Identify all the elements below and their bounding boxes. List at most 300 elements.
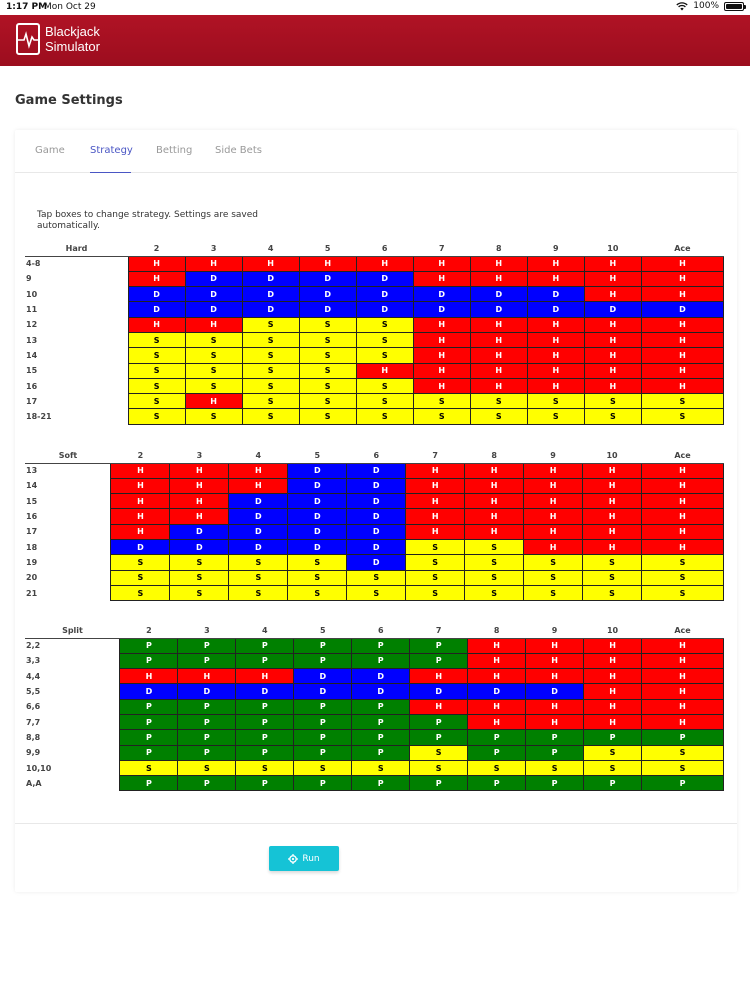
strategy-cell[interactable]: H — [413, 363, 470, 378]
strategy-cell[interactable]: S — [641, 394, 723, 409]
strategy-cell[interactable]: D — [356, 302, 413, 317]
strategy-cell[interactable]: D — [170, 524, 229, 539]
strategy-cell[interactable]: P — [526, 776, 584, 791]
strategy-cell[interactable]: P — [294, 653, 352, 668]
strategy-cell[interactable]: H — [526, 699, 584, 714]
strategy-cell[interactable]: H — [111, 509, 170, 524]
strategy-cell[interactable]: H — [468, 638, 526, 653]
strategy-cell[interactable]: S — [356, 409, 413, 424]
strategy-cell[interactable]: H — [583, 524, 642, 539]
strategy-cell[interactable]: H — [406, 509, 465, 524]
strategy-cell[interactable]: H — [527, 348, 584, 363]
strategy-cell[interactable]: P — [178, 776, 236, 791]
strategy-cell[interactable]: H — [524, 539, 583, 554]
strategy-cell[interactable]: P — [352, 745, 410, 760]
strategy-cell[interactable]: D — [185, 271, 242, 286]
strategy-cell[interactable]: D — [288, 539, 347, 554]
strategy-cell[interactable]: H — [584, 271, 641, 286]
strategy-cell[interactable]: P — [468, 776, 526, 791]
strategy-cell[interactable]: H — [470, 363, 527, 378]
strategy-cell[interactable]: S — [299, 394, 356, 409]
strategy-cell[interactable]: P — [584, 730, 642, 745]
strategy-cell[interactable]: H — [641, 256, 723, 271]
strategy-cell[interactable]: S — [185, 332, 242, 347]
strategy-cell[interactable]: P — [352, 699, 410, 714]
strategy-cell[interactable]: P — [178, 699, 236, 714]
strategy-cell[interactable]: H — [470, 378, 527, 393]
strategy-cell[interactable]: S — [185, 363, 242, 378]
strategy-cell[interactable]: H — [170, 463, 229, 478]
strategy-cell[interactable]: D — [178, 684, 236, 699]
strategy-cell[interactable]: D — [288, 494, 347, 509]
strategy-cell[interactable]: D — [288, 509, 347, 524]
strategy-cell[interactable]: P — [236, 638, 294, 653]
strategy-cell[interactable]: D — [294, 684, 352, 699]
strategy-cell[interactable]: S — [465, 539, 524, 554]
strategy-cell[interactable]: H — [642, 669, 724, 684]
strategy-cell[interactable]: H — [583, 509, 642, 524]
strategy-cell[interactable]: D — [641, 302, 723, 317]
strategy-cell[interactable]: H — [527, 256, 584, 271]
strategy-cell[interactable]: H — [406, 494, 465, 509]
strategy-cell[interactable]: S — [642, 745, 724, 760]
strategy-cell[interactable]: H — [413, 332, 470, 347]
strategy-cell[interactable]: H — [642, 638, 724, 653]
strategy-cell[interactable]: D — [299, 302, 356, 317]
strategy-cell[interactable]: H — [642, 494, 724, 509]
strategy-cell[interactable]: D — [352, 669, 410, 684]
strategy-cell[interactable]: D — [185, 302, 242, 317]
strategy-cell[interactable]: D — [128, 287, 185, 302]
strategy-cell[interactable]: D — [347, 463, 406, 478]
strategy-cell[interactable]: P — [526, 730, 584, 745]
strategy-cell[interactable]: S — [583, 585, 642, 600]
strategy-cell[interactable]: S — [413, 394, 470, 409]
strategy-cell[interactable]: P — [236, 730, 294, 745]
strategy-cell[interactable]: S — [299, 378, 356, 393]
strategy-cell[interactable]: H — [584, 684, 642, 699]
strategy-cell[interactable]: P — [352, 638, 410, 653]
strategy-cell[interactable]: H — [170, 509, 229, 524]
strategy-cell[interactable]: S — [170, 570, 229, 585]
strategy-cell[interactable]: D — [288, 463, 347, 478]
strategy-cell[interactable]: H — [584, 332, 641, 347]
strategy-cell[interactable]: H — [642, 524, 724, 539]
strategy-cell[interactable]: H — [406, 524, 465, 539]
strategy-cell[interactable]: H — [468, 699, 526, 714]
strategy-cell[interactable]: S — [468, 760, 526, 775]
strategy-cell[interactable]: S — [465, 585, 524, 600]
strategy-cell[interactable]: H — [413, 378, 470, 393]
strategy-cell[interactable]: H — [470, 332, 527, 347]
strategy-cell[interactable]: S — [120, 760, 178, 775]
strategy-cell[interactable]: S — [347, 585, 406, 600]
strategy-cell[interactable]: D — [242, 271, 299, 286]
strategy-cell[interactable]: D — [294, 669, 352, 684]
run-button[interactable] — [269, 846, 339, 871]
strategy-cell[interactable]: P — [642, 730, 724, 745]
strategy-cell[interactable]: H — [642, 509, 724, 524]
strategy-cell[interactable]: H — [527, 363, 584, 378]
strategy-cell[interactable]: P — [410, 730, 468, 745]
strategy-cell[interactable]: H — [111, 524, 170, 539]
strategy-cell[interactable]: S — [524, 570, 583, 585]
strategy-cell[interactable]: D — [170, 539, 229, 554]
strategy-cell[interactable]: D — [526, 684, 584, 699]
strategy-cell[interactable]: H — [642, 714, 724, 729]
strategy-cell[interactable]: H — [642, 699, 724, 714]
strategy-cell[interactable]: S — [299, 409, 356, 424]
strategy-cell[interactable]: D — [299, 271, 356, 286]
strategy-cell[interactable]: S — [470, 394, 527, 409]
strategy-cell[interactable]: P — [178, 714, 236, 729]
strategy-cell[interactable]: H — [356, 363, 413, 378]
strategy-cell[interactable]: H — [583, 478, 642, 493]
tab-betting[interactable]: Betting — [156, 145, 193, 156]
strategy-cell[interactable]: S — [642, 570, 724, 585]
strategy-cell[interactable]: P — [120, 653, 178, 668]
strategy-cell[interactable]: S — [229, 585, 288, 600]
strategy-cell[interactable]: H — [526, 638, 584, 653]
strategy-cell[interactable]: P — [410, 776, 468, 791]
strategy-cell[interactable]: S — [465, 570, 524, 585]
strategy-cell[interactable]: H — [470, 271, 527, 286]
strategy-cell[interactable]: D — [288, 524, 347, 539]
strategy-cell[interactable]: S — [242, 409, 299, 424]
strategy-cell[interactable]: H — [641, 378, 723, 393]
strategy-cell[interactable]: H — [410, 699, 468, 714]
strategy-cell[interactable]: D — [347, 539, 406, 554]
strategy-cell[interactable]: D — [413, 287, 470, 302]
strategy-cell[interactable]: D — [347, 524, 406, 539]
strategy-cell[interactable]: H — [185, 394, 242, 409]
strategy-cell[interactable]: S — [185, 378, 242, 393]
strategy-cell[interactable]: D — [299, 287, 356, 302]
strategy-cell[interactable]: P — [352, 714, 410, 729]
strategy-cell[interactable]: H — [583, 463, 642, 478]
strategy-cell[interactable]: P — [236, 699, 294, 714]
strategy-cell[interactable]: D — [242, 302, 299, 317]
strategy-cell[interactable]: S — [406, 555, 465, 570]
strategy-cell[interactable]: S — [356, 317, 413, 332]
strategy-cell[interactable]: D — [413, 302, 470, 317]
strategy-cell[interactable]: D — [527, 287, 584, 302]
strategy-cell[interactable]: H — [229, 478, 288, 493]
app-logo[interactable] — [16, 23, 100, 55]
strategy-cell[interactable]: S — [413, 409, 470, 424]
strategy-cell[interactable]: D — [120, 684, 178, 699]
strategy-cell[interactable]: H — [468, 653, 526, 668]
strategy-cell[interactable]: S — [410, 760, 468, 775]
strategy-cell[interactable]: H — [470, 256, 527, 271]
strategy-cell[interactable]: H — [356, 256, 413, 271]
strategy-cell[interactable]: S — [406, 585, 465, 600]
strategy-cell[interactable]: S — [170, 555, 229, 570]
strategy-cell[interactable]: H — [406, 463, 465, 478]
strategy-cell[interactable]: S — [356, 394, 413, 409]
strategy-cell[interactable]: S — [299, 317, 356, 332]
strategy-cell[interactable]: D — [470, 287, 527, 302]
strategy-cell[interactable]: P — [294, 638, 352, 653]
strategy-cell[interactable]: H — [642, 539, 724, 554]
strategy-cell[interactable]: H — [642, 653, 724, 668]
strategy-cell[interactable]: S — [242, 348, 299, 363]
strategy-cell[interactable]: H — [524, 494, 583, 509]
strategy-cell[interactable]: H — [111, 494, 170, 509]
strategy-cell[interactable]: H — [641, 287, 723, 302]
strategy-cell[interactable]: P — [294, 776, 352, 791]
strategy-cell[interactable]: H — [584, 256, 641, 271]
strategy-cell[interactable]: D — [128, 302, 185, 317]
strategy-cell[interactable]: S — [410, 745, 468, 760]
strategy-cell[interactable]: H — [299, 256, 356, 271]
strategy-cell[interactable]: H — [465, 494, 524, 509]
strategy-cell[interactable]: H — [111, 478, 170, 493]
strategy-cell[interactable]: H — [584, 317, 641, 332]
strategy-cell[interactable]: H — [413, 317, 470, 332]
strategy-cell[interactable]: S — [242, 378, 299, 393]
strategy-cell[interactable]: S — [642, 760, 724, 775]
strategy-cell[interactable]: P — [178, 638, 236, 653]
strategy-cell[interactable]: S — [470, 409, 527, 424]
strategy-cell[interactable]: S — [356, 378, 413, 393]
strategy-cell[interactable]: D — [356, 271, 413, 286]
strategy-cell[interactable]: S — [406, 570, 465, 585]
strategy-cell[interactable]: P — [410, 714, 468, 729]
strategy-cell[interactable]: S — [236, 760, 294, 775]
strategy-cell[interactable]: P — [178, 745, 236, 760]
strategy-cell[interactable]: D — [347, 478, 406, 493]
strategy-cell[interactable]: P — [294, 699, 352, 714]
strategy-cell[interactable]: S — [128, 394, 185, 409]
strategy-cell[interactable]: P — [294, 714, 352, 729]
strategy-cell[interactable]: D — [236, 684, 294, 699]
strategy-cell[interactable]: H — [641, 363, 723, 378]
strategy-cell[interactable]: D — [468, 684, 526, 699]
strategy-cell[interactable]: H — [465, 478, 524, 493]
strategy-cell[interactable]: S — [288, 570, 347, 585]
strategy-cell[interactable]: H — [170, 494, 229, 509]
strategy-cell[interactable]: S — [299, 332, 356, 347]
strategy-cell[interactable]: S — [111, 585, 170, 600]
strategy-cell[interactable]: P — [236, 776, 294, 791]
tab-game[interactable]: Game — [35, 145, 65, 156]
strategy-cell[interactable]: P — [120, 745, 178, 760]
strategy-cell[interactable]: H — [524, 478, 583, 493]
strategy-cell[interactable]: S — [356, 332, 413, 347]
strategy-cell[interactable]: S — [524, 555, 583, 570]
strategy-cell[interactable]: P — [120, 638, 178, 653]
strategy-cell[interactable]: S — [465, 555, 524, 570]
strategy-cell[interactable]: D — [410, 684, 468, 699]
strategy-cell[interactable]: D — [347, 555, 406, 570]
strategy-cell[interactable]: H — [584, 669, 642, 684]
strategy-cell[interactable]: D — [242, 287, 299, 302]
strategy-cell[interactable]: S — [178, 760, 236, 775]
tab-side-bets[interactable]: Side Bets — [215, 145, 262, 156]
strategy-cell[interactable]: D — [229, 539, 288, 554]
strategy-cell[interactable]: D — [470, 302, 527, 317]
strategy-cell[interactable]: H — [524, 524, 583, 539]
strategy-cell[interactable]: S — [584, 760, 642, 775]
strategy-cell[interactable]: S — [526, 760, 584, 775]
strategy-cell[interactable]: D — [229, 524, 288, 539]
strategy-cell[interactable]: S — [356, 348, 413, 363]
strategy-cell[interactable]: H — [413, 271, 470, 286]
strategy-cell[interactable]: H — [584, 348, 641, 363]
strategy-cell[interactable]: S — [406, 539, 465, 554]
strategy-cell[interactable]: P — [410, 638, 468, 653]
strategy-cell[interactable]: S — [128, 363, 185, 378]
strategy-cell[interactable]: H — [527, 378, 584, 393]
strategy-cell[interactable]: H — [185, 256, 242, 271]
strategy-cell[interactable]: S — [288, 585, 347, 600]
strategy-cell[interactable]: D — [584, 302, 641, 317]
strategy-cell[interactable]: D — [229, 494, 288, 509]
strategy-cell[interactable]: H — [470, 317, 527, 332]
strategy-cell[interactable]: H — [465, 524, 524, 539]
strategy-cell[interactable]: S — [242, 317, 299, 332]
strategy-cell[interactable]: S — [111, 570, 170, 585]
strategy-cell[interactable]: S — [128, 378, 185, 393]
strategy-cell[interactable]: S — [128, 332, 185, 347]
strategy-cell[interactable]: S — [584, 409, 641, 424]
strategy-cell[interactable]: H — [527, 271, 584, 286]
strategy-cell[interactable]: D — [527, 302, 584, 317]
strategy-cell[interactable]: P — [236, 714, 294, 729]
strategy-cell[interactable]: S — [185, 409, 242, 424]
strategy-cell[interactable]: P — [642, 776, 724, 791]
strategy-cell[interactable]: S — [347, 570, 406, 585]
strategy-cell[interactable]: H — [584, 699, 642, 714]
strategy-cell[interactable]: H — [641, 317, 723, 332]
strategy-cell[interactable]: H — [468, 714, 526, 729]
strategy-cell[interactable]: H — [641, 348, 723, 363]
strategy-cell[interactable]: P — [352, 653, 410, 668]
strategy-cell[interactable]: D — [347, 494, 406, 509]
strategy-cell[interactable]: P — [120, 776, 178, 791]
strategy-cell[interactable]: S — [229, 570, 288, 585]
strategy-cell[interactable]: H — [642, 463, 724, 478]
strategy-cell[interactable]: H — [120, 669, 178, 684]
strategy-cell[interactable]: P — [294, 730, 352, 745]
strategy-cell[interactable]: D — [352, 684, 410, 699]
strategy-cell[interactable]: S — [294, 760, 352, 775]
strategy-cell[interactable]: S — [642, 555, 724, 570]
strategy-cell[interactable]: P — [410, 653, 468, 668]
strategy-cell[interactable]: H — [128, 317, 185, 332]
strategy-cell[interactable]: S — [242, 363, 299, 378]
strategy-cell[interactable]: P — [120, 730, 178, 745]
strategy-cell[interactable]: H — [470, 348, 527, 363]
strategy-cell[interactable]: H — [465, 509, 524, 524]
strategy-cell[interactable]: S — [128, 348, 185, 363]
strategy-cell[interactable]: P — [120, 714, 178, 729]
strategy-cell[interactable]: S — [642, 585, 724, 600]
strategy-cell[interactable]: H — [583, 494, 642, 509]
strategy-cell[interactable]: H — [413, 256, 470, 271]
strategy-cell[interactable]: S — [111, 555, 170, 570]
strategy-cell[interactable]: H — [526, 669, 584, 684]
strategy-cell[interactable]: H — [229, 463, 288, 478]
strategy-cell[interactable]: P — [178, 653, 236, 668]
strategy-cell[interactable]: S — [128, 409, 185, 424]
strategy-cell[interactable]: P — [468, 730, 526, 745]
strategy-cell[interactable]: S — [583, 555, 642, 570]
strategy-cell[interactable]: H — [410, 669, 468, 684]
strategy-cell[interactable]: P — [584, 776, 642, 791]
strategy-cell[interactable]: P — [294, 745, 352, 760]
strategy-cell[interactable]: H — [584, 287, 641, 302]
strategy-cell[interactable]: H — [406, 478, 465, 493]
strategy-cell[interactable]: S — [229, 555, 288, 570]
strategy-cell[interactable]: H — [526, 714, 584, 729]
strategy-cell[interactable]: S — [583, 570, 642, 585]
strategy-cell[interactable]: D — [111, 539, 170, 554]
strategy-cell[interactable]: H — [178, 669, 236, 684]
strategy-cell[interactable]: D — [356, 287, 413, 302]
strategy-cell[interactable]: S — [584, 745, 642, 760]
strategy-cell[interactable]: D — [185, 287, 242, 302]
strategy-cell[interactable]: S — [185, 348, 242, 363]
strategy-cell[interactable]: H — [236, 669, 294, 684]
strategy-cell[interactable]: S — [288, 555, 347, 570]
strategy-cell[interactable]: S — [299, 348, 356, 363]
strategy-cell[interactable]: P — [178, 730, 236, 745]
strategy-cell[interactable]: D — [347, 509, 406, 524]
strategy-cell[interactable]: S — [352, 760, 410, 775]
strategy-cell[interactable]: P — [120, 699, 178, 714]
strategy-cell[interactable]: H — [242, 256, 299, 271]
strategy-cell[interactable]: H — [583, 539, 642, 554]
strategy-cell[interactable]: S — [242, 394, 299, 409]
strategy-cell[interactable]: H — [526, 653, 584, 668]
strategy-cell[interactable]: H — [468, 669, 526, 684]
strategy-cell[interactable]: P — [236, 745, 294, 760]
strategy-cell[interactable]: P — [352, 776, 410, 791]
strategy-cell[interactable]: H — [584, 653, 642, 668]
strategy-cell[interactable]: H — [642, 478, 724, 493]
strategy-cell[interactable]: H — [584, 714, 642, 729]
strategy-cell[interactable]: H — [128, 256, 185, 271]
strategy-cell[interactable]: H — [465, 463, 524, 478]
strategy-cell[interactable]: S — [299, 363, 356, 378]
strategy-cell[interactable]: S — [524, 585, 583, 600]
strategy-cell[interactable]: P — [468, 745, 526, 760]
strategy-cell[interactable]: S — [527, 409, 584, 424]
strategy-cell[interactable]: H — [527, 332, 584, 347]
strategy-cell[interactable]: H — [527, 317, 584, 332]
tab-strategy[interactable]: Strategy — [90, 145, 133, 156]
strategy-cell[interactable]: S — [242, 332, 299, 347]
strategy-cell[interactable]: H — [111, 463, 170, 478]
strategy-cell[interactable]: H — [641, 271, 723, 286]
strategy-cell[interactable]: H — [524, 509, 583, 524]
strategy-cell[interactable]: H — [524, 463, 583, 478]
strategy-cell[interactable]: S — [584, 394, 641, 409]
strategy-cell[interactable]: H — [128, 271, 185, 286]
strategy-cell[interactable]: P — [526, 745, 584, 760]
strategy-cell[interactable]: S — [641, 409, 723, 424]
strategy-cell[interactable]: H — [584, 363, 641, 378]
strategy-cell[interactable]: H — [641, 332, 723, 347]
strategy-cell[interactable]: S — [170, 585, 229, 600]
strategy-cell[interactable]: D — [229, 509, 288, 524]
strategy-cell[interactable]: P — [352, 730, 410, 745]
strategy-cell[interactable]: H — [642, 684, 724, 699]
strategy-cell[interactable]: H — [584, 378, 641, 393]
strategy-cell[interactable]: H — [584, 638, 642, 653]
